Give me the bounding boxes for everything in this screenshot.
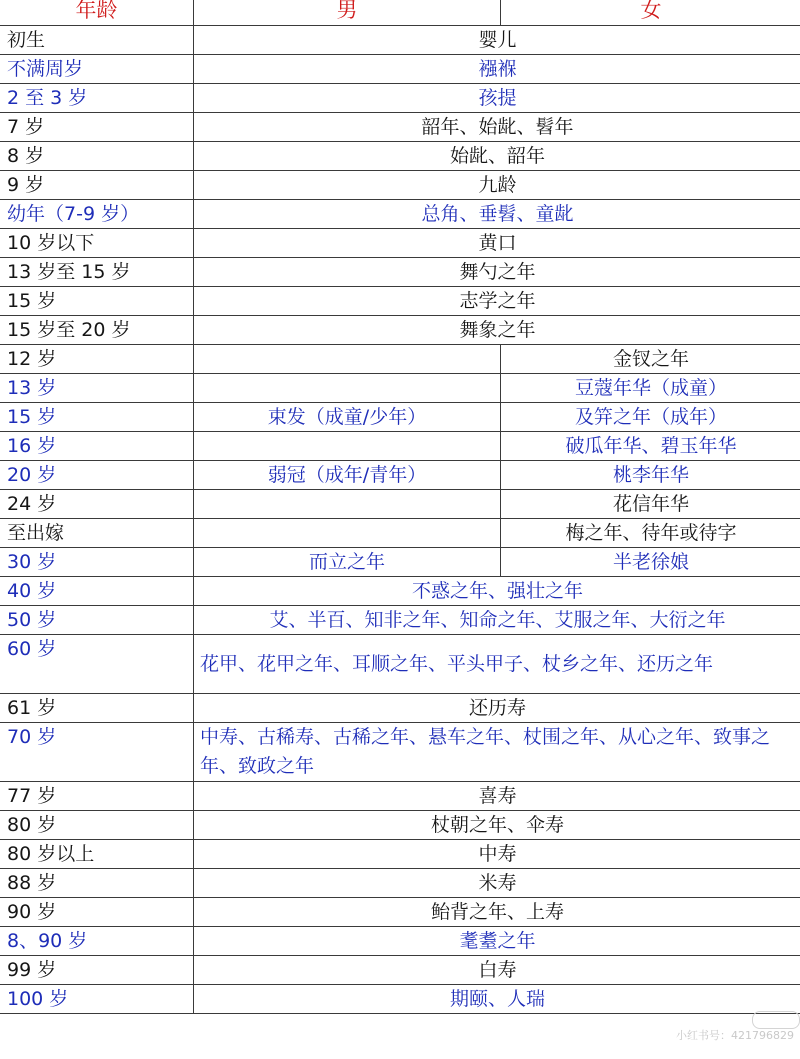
table-row	[0, 635, 800, 694]
age-cell: 2 至 3 岁	[0, 84, 194, 113]
age-cell: 30 岁	[0, 548, 194, 577]
table-row	[0, 869, 800, 898]
female-term-cell: 半老徐娘	[501, 548, 800, 577]
table-row	[0, 782, 800, 811]
term-cell: 舞象之年	[194, 316, 800, 345]
age-cell: 13 岁至 15 岁	[0, 258, 194, 287]
age-cell: 50 岁	[0, 606, 194, 635]
female-term-cell: 花信年华	[501, 490, 800, 519]
term-cell: 杖朝之年、伞寿	[194, 811, 800, 840]
table-row	[0, 694, 800, 723]
age-cell: 初生	[0, 26, 194, 55]
female-term-cell: 梅之年、待年或待字	[501, 519, 800, 548]
age-cell: 8、90 岁	[0, 927, 194, 956]
table-row	[0, 142, 800, 171]
age-cell: 88 岁	[0, 869, 194, 898]
female-term-cell: 金钗之年	[501, 345, 800, 374]
table-row	[0, 432, 800, 461]
male-term-cell	[194, 519, 501, 548]
age-cell: 13 岁	[0, 374, 194, 403]
male-term-cell: 束发（成童/少年）	[194, 403, 501, 432]
table-row	[0, 287, 800, 316]
term-cell: 中寿	[194, 840, 800, 869]
age-cell: 100 岁	[0, 985, 194, 1014]
term-cell: 艾、半百、知非之年、知命之年、艾服之年、大衍之年	[194, 606, 800, 635]
term-cell: 舞勺之年	[194, 258, 800, 287]
header-age: 年龄	[0, 0, 194, 26]
age-cell: 9 岁	[0, 171, 194, 200]
table-row	[0, 200, 800, 229]
table-row	[0, 55, 800, 84]
age-cell: 61 岁	[0, 694, 194, 723]
age-cell: 10 岁以下	[0, 229, 194, 258]
male-term-cell	[194, 345, 501, 374]
table-row	[0, 84, 800, 113]
age-cell: 幼年（7-9 岁）	[0, 200, 194, 229]
term-cell: 九龄	[194, 171, 800, 200]
term-cell: 喜寿	[194, 782, 800, 811]
table-row	[0, 171, 800, 200]
table-row	[0, 461, 800, 490]
term-cell: 婴儿	[194, 26, 800, 55]
table-row	[0, 345, 800, 374]
age-cell: 不满周岁	[0, 55, 194, 84]
table-row	[0, 606, 800, 635]
term-cell: 中寿、古稀寿、古稀之年、悬车之年、杖围之年、从心之年、致事之年、致政之年	[194, 723, 800, 782]
age-cell: 15 岁	[0, 287, 194, 316]
term-cell: 期颐、人瑞	[194, 985, 800, 1014]
table-row	[0, 26, 800, 55]
table-header-row	[0, 0, 800, 26]
age-cell: 24 岁	[0, 490, 194, 519]
table-row	[0, 723, 800, 782]
age-cell: 12 岁	[0, 345, 194, 374]
table-row	[0, 577, 800, 606]
age-cell: 80 岁以上	[0, 840, 194, 869]
age-cell: 15 岁	[0, 403, 194, 432]
table-row	[0, 403, 800, 432]
male-term-cell	[194, 432, 501, 461]
age-cell: 16 岁	[0, 432, 194, 461]
term-cell: 白寿	[194, 956, 800, 985]
term-cell: 鲐背之年、上寿	[194, 898, 800, 927]
term-cell: 黄口	[194, 229, 800, 258]
age-cell: 60 岁	[0, 635, 194, 694]
table-row	[0, 898, 800, 927]
term-cell: 还历寿	[194, 694, 800, 723]
term-cell: 始龀、韶年	[194, 142, 800, 171]
age-cell: 至出嫁	[0, 519, 194, 548]
age-cell: 8 岁	[0, 142, 194, 171]
table-row	[0, 548, 800, 577]
male-term-cell	[194, 374, 501, 403]
male-term-cell: 而立之年	[194, 548, 501, 577]
table-row	[0, 811, 800, 840]
table-row	[0, 113, 800, 142]
female-term-cell: 破瓜年华、碧玉年华	[501, 432, 800, 461]
age-cell: 70 岁	[0, 723, 194, 782]
header-female: 女	[501, 0, 800, 26]
age-cell: 7 岁	[0, 113, 194, 142]
table-row	[0, 985, 800, 1014]
age-cell: 20 岁	[0, 461, 194, 490]
term-cell: 韶年、始龀、髫年	[194, 113, 800, 142]
age-cell: 99 岁	[0, 956, 194, 985]
male-term-cell: 弱冠（成年/青年）	[194, 461, 501, 490]
term-cell: 孩提	[194, 84, 800, 113]
table-row	[0, 490, 800, 519]
term-cell: 总角、垂髫、童龀	[194, 200, 800, 229]
term-cell: 耄耋之年	[194, 927, 800, 956]
term-cell: 志学之年	[194, 287, 800, 316]
age-cell: 80 岁	[0, 811, 194, 840]
age-cell: 15 岁至 20 岁	[0, 316, 194, 345]
watermark-text: 小红书号：421796829	[676, 1029, 794, 1042]
table-row	[0, 927, 800, 956]
table-row	[0, 374, 800, 403]
table-row	[0, 316, 800, 345]
table-row	[0, 258, 800, 287]
male-term-cell	[194, 490, 501, 519]
term-cell: 米寿	[194, 869, 800, 898]
age-cell: 40 岁	[0, 577, 194, 606]
female-term-cell: 桃李年华	[501, 461, 800, 490]
table-row	[0, 840, 800, 869]
age-cell: 90 岁	[0, 898, 194, 927]
female-term-cell: 豆蔻年华（成童）	[501, 374, 800, 403]
term-cell: 花甲、花甲之年、耳顺之年、平头甲子、杖乡之年、还历之年	[194, 635, 800, 694]
table-row	[0, 956, 800, 985]
table-row	[0, 519, 800, 548]
term-cell: 襁褓	[194, 55, 800, 84]
age-cell: 77 岁	[0, 782, 194, 811]
table-row	[0, 229, 800, 258]
header-male: 男	[194, 0, 501, 26]
female-term-cell: 及笄之年（成年）	[501, 403, 800, 432]
term-cell: 不惑之年、强壮之年	[194, 577, 800, 606]
